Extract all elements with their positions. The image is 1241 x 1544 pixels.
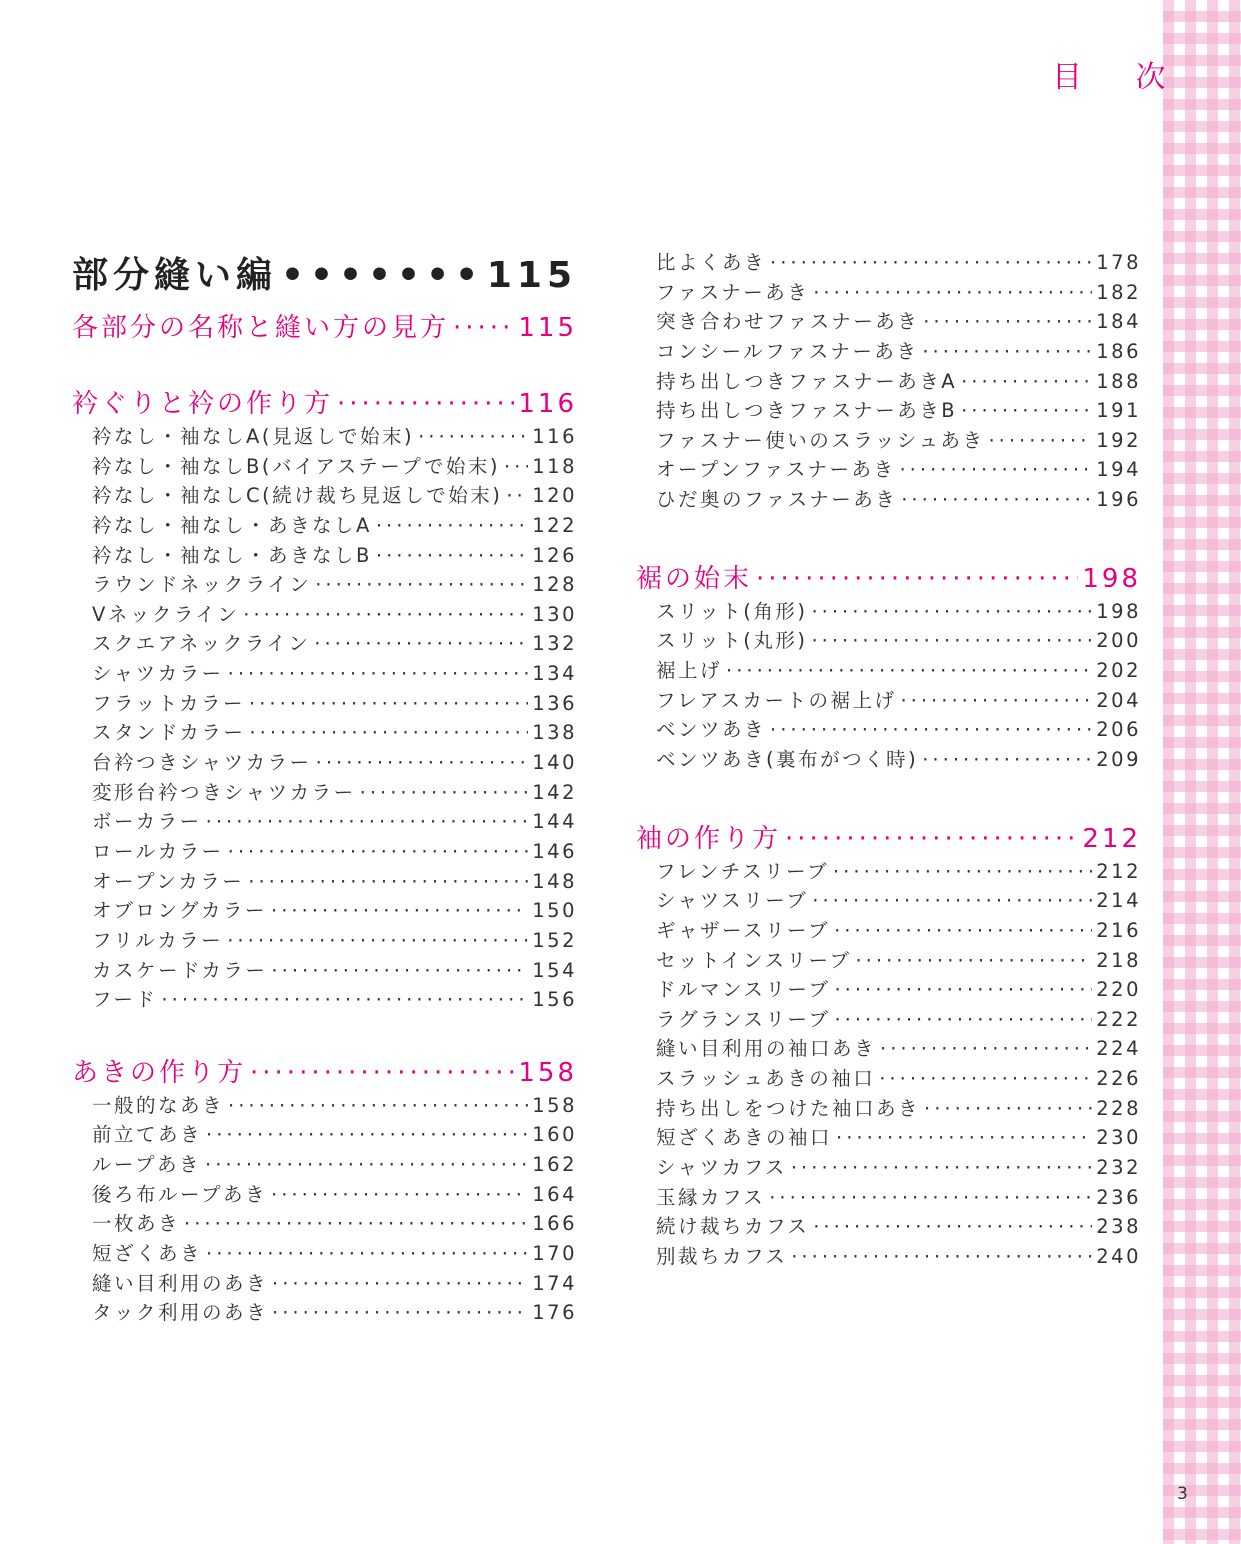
toc-item[interactable] xyxy=(636,744,1141,774)
toc-item-page: 132 xyxy=(532,632,577,656)
toc-item-label: ベンツあき(裏布がつく時) xyxy=(656,747,919,771)
dot-leader xyxy=(206,1242,528,1265)
toc-item-label: 衿なし・袖なしC(続け裁ち見返しで始末) xyxy=(92,484,503,508)
dot-leader xyxy=(899,458,1092,481)
dot-leader xyxy=(811,629,1092,652)
toc-item-page: 148 xyxy=(532,869,577,893)
toc-section-page: 212 xyxy=(1082,823,1141,854)
toc-item-label: タック利用のあき xyxy=(92,1301,269,1325)
part-label: 部分縫い編 xyxy=(72,255,278,296)
toc-item-page: 134 xyxy=(532,662,577,686)
toc-item-page: 126 xyxy=(532,543,577,567)
toc-item-label: ベンツあき xyxy=(656,718,767,742)
toc-item-label: ファスナーあき xyxy=(656,280,810,304)
toc-item[interactable] xyxy=(636,395,1141,425)
dot-leader xyxy=(988,429,1092,452)
toc-item[interactable] xyxy=(636,714,1141,744)
toc-item-label: フラットカラー xyxy=(92,691,246,715)
toc-item-page: 156 xyxy=(532,988,577,1012)
toc-item-label: 後ろ布ループあき xyxy=(92,1182,268,1206)
toc-item-page: 128 xyxy=(532,573,577,597)
toc-item-page: 194 xyxy=(1096,458,1141,482)
toc-item-page: 188 xyxy=(1096,369,1141,393)
toc-item[interactable] xyxy=(72,806,577,836)
toc-item-page: 116 xyxy=(532,425,577,448)
toc-item-page: 154 xyxy=(532,958,577,982)
dot-leader xyxy=(360,781,529,804)
dot-leader xyxy=(227,929,528,952)
toc-item-page: 238 xyxy=(1096,1215,1141,1239)
toc-item[interactable] xyxy=(72,658,577,688)
toc-item-label: Vネックライン xyxy=(92,602,240,626)
dot-leader xyxy=(184,1212,528,1235)
toc-item-label: 比よくあき xyxy=(656,251,767,274)
toc-item-label: スリット(角形) xyxy=(656,599,808,623)
dot-leader xyxy=(756,564,1078,594)
toc-item-page: 228 xyxy=(1096,1096,1141,1120)
toc-section-label: 袖の作り方 xyxy=(636,823,782,854)
toc-item[interactable] xyxy=(72,955,577,985)
toc-item-page: 218 xyxy=(1096,948,1141,972)
toc-item[interactable] xyxy=(72,866,577,896)
dot-leader xyxy=(271,959,528,982)
toc-item-label: フリルカラー xyxy=(92,928,224,952)
toc-item[interactable] xyxy=(636,885,1141,915)
toc-item[interactable] xyxy=(636,425,1141,455)
toc-item-page: 184 xyxy=(1096,310,1141,334)
toc-section-label: 衿ぐりと衿の作り方 xyxy=(72,389,334,419)
toc-item[interactable] xyxy=(72,688,577,718)
toc-item-page: 178 xyxy=(1096,251,1141,274)
toc-item-page: 226 xyxy=(1096,1067,1141,1091)
toc-item[interactable] xyxy=(72,984,577,1014)
toc-item[interactable] xyxy=(636,1182,1141,1212)
toc-item[interactable] xyxy=(72,1297,577,1327)
dot-leader xyxy=(418,425,528,448)
toc-item[interactable] xyxy=(72,836,577,866)
toc-item-label: コンシールファスナーあき xyxy=(656,339,919,363)
toc-item-label: 玉縁カフス xyxy=(656,1185,766,1209)
toc-item-label: スリット(丸形) xyxy=(656,629,808,653)
toc-item-label: スタンドカラー xyxy=(92,721,246,745)
toc-item[interactable] xyxy=(636,945,1141,975)
toc-item-label: 一枚あき xyxy=(92,1212,181,1236)
toc-item-page: 142 xyxy=(532,780,577,804)
toc-item-label: ロールカラー xyxy=(92,839,224,863)
toc-item[interactable] xyxy=(72,1208,577,1238)
dot-leader xyxy=(337,389,514,419)
toc-item[interactable] xyxy=(636,685,1141,715)
dot-leader xyxy=(206,810,529,833)
toc-item-page: 222 xyxy=(1096,1007,1141,1031)
part-page: 115 xyxy=(486,255,577,296)
dot-leader xyxy=(272,1272,528,1295)
toc-item-page: 220 xyxy=(1096,978,1141,1002)
toc-item-label: 裾上げ xyxy=(656,659,723,683)
toc-item-label: スラッシュあきの袖口 xyxy=(656,1067,876,1091)
dot-leader xyxy=(228,662,529,685)
toc-item-label: 衿なし・袖なしA(見返しで始末) xyxy=(92,425,415,448)
toc-item-label: ひだ奥のファスナーあき xyxy=(656,488,898,512)
toc-item-page: 144 xyxy=(532,810,577,834)
dot-leader xyxy=(249,692,528,715)
toc-item-page: 200 xyxy=(1096,629,1141,653)
toc-item[interactable] xyxy=(636,366,1141,396)
dot-leader xyxy=(248,870,528,893)
toc-item-page: 204 xyxy=(1096,688,1141,712)
toc-item[interactable] xyxy=(72,480,577,510)
dot-leader xyxy=(900,689,1092,712)
toc-item-page: 146 xyxy=(532,839,577,863)
toc-item[interactable] xyxy=(72,925,577,955)
toc-item[interactable] xyxy=(636,247,1141,277)
toc-item-label: シャツカラー xyxy=(92,662,224,686)
toc-item-page: 192 xyxy=(1096,428,1141,452)
toc-item-label: オブロングカラー xyxy=(92,899,268,923)
dot-leader xyxy=(314,632,528,655)
dot-leader xyxy=(453,313,514,343)
toc-item[interactable] xyxy=(636,454,1141,484)
toc-item-label: シャツカフス xyxy=(656,1156,787,1180)
dot-leader xyxy=(834,1008,1092,1031)
toc-right-column xyxy=(636,247,1141,1271)
toc-item[interactable] xyxy=(72,1149,577,1179)
toc-item-page: 158 xyxy=(532,1093,577,1117)
toc-item[interactable] xyxy=(636,306,1141,336)
toc-item-label: ドルマンスリーブ xyxy=(656,978,831,1002)
toc-item-page: 122 xyxy=(532,513,577,537)
toc-item-page: 160 xyxy=(532,1123,577,1147)
dot-leader xyxy=(271,899,528,922)
dot-leader xyxy=(376,514,528,537)
toc-item-label: 持ち出しつきファスナーあきA xyxy=(656,369,958,393)
dot-leader xyxy=(726,659,1092,682)
toc-section-label: あきの作り方 xyxy=(72,1057,247,1088)
toc-item-page: 186 xyxy=(1096,339,1141,363)
toc-item-page: 206 xyxy=(1096,718,1141,742)
toc-item[interactable] xyxy=(636,1033,1141,1063)
dot-leader xyxy=(833,860,1092,883)
toc-item-label: オープンカラー xyxy=(92,869,245,893)
toc-item-label: ラウンドネックライン xyxy=(92,573,312,597)
toc-item[interactable] xyxy=(72,895,577,925)
dot-leader xyxy=(836,1126,1092,1149)
toc-item[interactable] xyxy=(72,1119,577,1149)
dot-leader xyxy=(281,255,483,296)
toc-item-label: 変形台衿つきシャツカラー xyxy=(92,780,356,804)
dot-leader xyxy=(205,1153,528,1176)
toc-item-label: 短ざくあきの袖口 xyxy=(656,1126,833,1150)
toc-item[interactable] xyxy=(636,1004,1141,1034)
toc-item-page: 120 xyxy=(532,484,577,508)
toc-section[interactable] xyxy=(72,1052,577,1090)
dot-leader xyxy=(922,748,1092,771)
dot-leader xyxy=(243,603,528,626)
toc-item-page: 182 xyxy=(1096,280,1141,304)
dot-leader xyxy=(879,1067,1092,1090)
dot-leader xyxy=(250,1058,514,1088)
toc-item-label: 衿なし・袖なしB(バイアステープで始末) xyxy=(92,454,500,478)
toc-item-label: フレンチスリーブ xyxy=(656,859,829,883)
dot-leader xyxy=(272,1301,528,1324)
toc-item-label: 前立てあき xyxy=(92,1123,203,1147)
dot-leader xyxy=(961,370,1092,393)
toc-item-label: 縫い目利用のあき xyxy=(92,1271,269,1295)
toc-item-page: 118 xyxy=(532,454,577,478)
dot-leader xyxy=(249,721,528,744)
toc-item-label: 短ざくあき xyxy=(92,1242,203,1266)
toc-item-label: フード xyxy=(92,988,158,1012)
dot-leader xyxy=(923,310,1092,333)
toc-item[interactable] xyxy=(636,484,1141,514)
toc-item-page: 176 xyxy=(532,1301,577,1325)
dot-leader xyxy=(161,988,528,1011)
dot-leader xyxy=(901,488,1092,511)
toc-section[interactable] xyxy=(72,383,577,421)
dot-leader xyxy=(791,1245,1092,1268)
toc-item[interactable] xyxy=(636,1093,1141,1123)
toc-item-label: 別裁ちカフス xyxy=(656,1244,788,1268)
toc-item[interactable] xyxy=(636,1122,1141,1152)
dot-leader xyxy=(791,1156,1092,1179)
toc-item-page: 216 xyxy=(1096,918,1141,942)
toc-item-label: ボーカラー xyxy=(92,810,202,834)
toc-item-label: フレアスカートの裾上げ xyxy=(656,688,897,712)
toc-item-page: 202 xyxy=(1096,659,1141,683)
toc-item[interactable] xyxy=(636,336,1141,366)
toc-section-label: 裾の始末 xyxy=(636,563,753,594)
toc-item-label: 持ち出しつきファスナーあきB xyxy=(656,399,958,423)
dot-leader xyxy=(811,600,1092,623)
dot-leader xyxy=(812,889,1092,912)
dot-leader xyxy=(769,1186,1092,1209)
toc-item-label: 突き合わせファスナーあき xyxy=(656,310,920,334)
toc-part-heading[interactable] xyxy=(72,247,577,307)
toc-item-page: 230 xyxy=(1096,1126,1141,1150)
dot-leader xyxy=(316,751,529,774)
toc-item-page: 150 xyxy=(532,899,577,923)
toc-item-page: 212 xyxy=(1096,859,1141,883)
toc-item-page: 198 xyxy=(1096,599,1141,623)
toc-item[interactable] xyxy=(636,856,1141,886)
toc-item[interactable] xyxy=(72,1268,577,1298)
toc-item-label: ギャザースリーブ xyxy=(656,918,831,942)
toc-item-page: 232 xyxy=(1096,1156,1141,1180)
toc-item-label: シャツスリーブ xyxy=(656,889,809,913)
dot-leader xyxy=(228,840,529,863)
toc-item-page: 170 xyxy=(532,1242,577,1266)
toc-item[interactable] xyxy=(636,915,1141,945)
toc-item[interactable] xyxy=(72,421,577,451)
toc-item[interactable] xyxy=(72,747,577,777)
toc-section[interactable] xyxy=(636,818,1141,856)
toc-item-label: ファスナー使いのスラッシュあき xyxy=(656,428,985,452)
toc-section[interactable] xyxy=(636,558,1141,596)
dot-leader xyxy=(315,573,528,596)
toc-item[interactable] xyxy=(72,1179,577,1209)
dot-leader xyxy=(206,1123,528,1146)
dot-leader xyxy=(271,1183,528,1206)
toc-item[interactable] xyxy=(72,599,577,629)
toc-item[interactable] xyxy=(636,1211,1141,1241)
dot-leader xyxy=(785,824,1078,854)
toc-item[interactable] xyxy=(636,974,1141,1004)
toc-item[interactable] xyxy=(636,1241,1141,1271)
gingham-border xyxy=(1163,0,1241,1544)
toc-item[interactable] xyxy=(72,777,577,807)
toc-item[interactable] xyxy=(636,1152,1141,1182)
dot-leader xyxy=(813,281,1092,304)
toc-item-label: 持ち出しをつけた袖口あき xyxy=(656,1096,921,1120)
toc-item-label: カスケードカラー xyxy=(92,958,268,982)
toc-item[interactable] xyxy=(72,510,577,540)
page-number: 3 xyxy=(1177,1484,1188,1504)
toc-item[interactable] xyxy=(72,628,577,658)
toc-item[interactable] xyxy=(636,596,1141,626)
toc-item-page: 191 xyxy=(1096,399,1141,423)
toc-item-page: 138 xyxy=(532,721,577,745)
toc-section-page: 158 xyxy=(518,1057,577,1088)
toc-left-column xyxy=(72,247,577,1327)
toc-intro[interactable] xyxy=(72,307,577,345)
dot-leader xyxy=(834,978,1092,1001)
toc-item[interactable] xyxy=(636,625,1141,655)
toc-item-label: 縫い目利用の袖口あき xyxy=(656,1037,877,1061)
intro-page: 115 xyxy=(518,313,577,343)
toc-item-label: ラグランスリーブ xyxy=(656,1007,831,1031)
toc-item-page: 166 xyxy=(532,1212,577,1236)
intro-label: 各部分の名称と縫い方の見方 xyxy=(72,313,450,343)
dot-leader xyxy=(855,949,1092,972)
toc-item[interactable] xyxy=(72,451,577,481)
toc-item-label: 衿なし・袖なし・あきなしB xyxy=(92,543,372,567)
dot-leader xyxy=(228,1094,528,1117)
dot-leader xyxy=(834,919,1092,942)
toc-item[interactable] xyxy=(636,277,1141,307)
dot-leader xyxy=(770,718,1092,741)
dot-leader xyxy=(506,484,528,507)
dot-leader xyxy=(922,340,1092,363)
toc-item-label: スクエアネックライン xyxy=(92,632,311,656)
dot-leader xyxy=(961,399,1092,422)
toc-item[interactable] xyxy=(636,655,1141,685)
toc-item[interactable] xyxy=(72,1238,577,1268)
toc-item-label: ループあき xyxy=(92,1153,202,1177)
toc-section-page: 116 xyxy=(518,389,577,419)
dot-leader xyxy=(880,1037,1092,1060)
toc-item-page: 162 xyxy=(532,1153,577,1177)
toc-item-page: 196 xyxy=(1096,488,1141,512)
dot-leader xyxy=(770,251,1092,274)
toc-item-label: 続け裁ちカフス xyxy=(656,1215,810,1239)
toc-item-page: 236 xyxy=(1096,1185,1141,1209)
toc-section-page: 198 xyxy=(1082,563,1141,594)
toc-item-page: 224 xyxy=(1096,1037,1141,1061)
toc-item-label: 衿なし・袖なし・あきなしA xyxy=(92,513,372,537)
toc-item-label: 台衿つきシャツカラー xyxy=(92,751,312,775)
toc-item-page: 136 xyxy=(532,691,577,715)
toc-item[interactable] xyxy=(72,717,577,747)
toc-item-page: 152 xyxy=(532,928,577,952)
page-title: 目 次 xyxy=(1052,60,1188,95)
toc-item-label: オープンファスナーあき xyxy=(656,458,896,482)
toc-item[interactable] xyxy=(72,569,577,599)
toc-item-page: 240 xyxy=(1096,1244,1141,1268)
toc-item-page: 140 xyxy=(532,751,577,775)
toc-item[interactable] xyxy=(72,540,577,570)
toc-item[interactable] xyxy=(636,1063,1141,1093)
toc-item-page: 214 xyxy=(1096,889,1141,913)
toc-item-page: 130 xyxy=(532,602,577,626)
dot-leader xyxy=(376,544,528,567)
toc-item-label: 一般的なあき xyxy=(92,1093,225,1117)
toc-item-page: 209 xyxy=(1096,747,1141,771)
toc-item[interactable] xyxy=(72,1090,577,1120)
toc-item-page: 174 xyxy=(532,1271,577,1295)
dot-leader xyxy=(504,455,528,478)
dot-leader xyxy=(813,1215,1092,1238)
toc-item-page: 164 xyxy=(532,1182,577,1206)
dot-leader xyxy=(924,1097,1092,1120)
toc-item-label: セットインスリーブ xyxy=(656,948,852,972)
